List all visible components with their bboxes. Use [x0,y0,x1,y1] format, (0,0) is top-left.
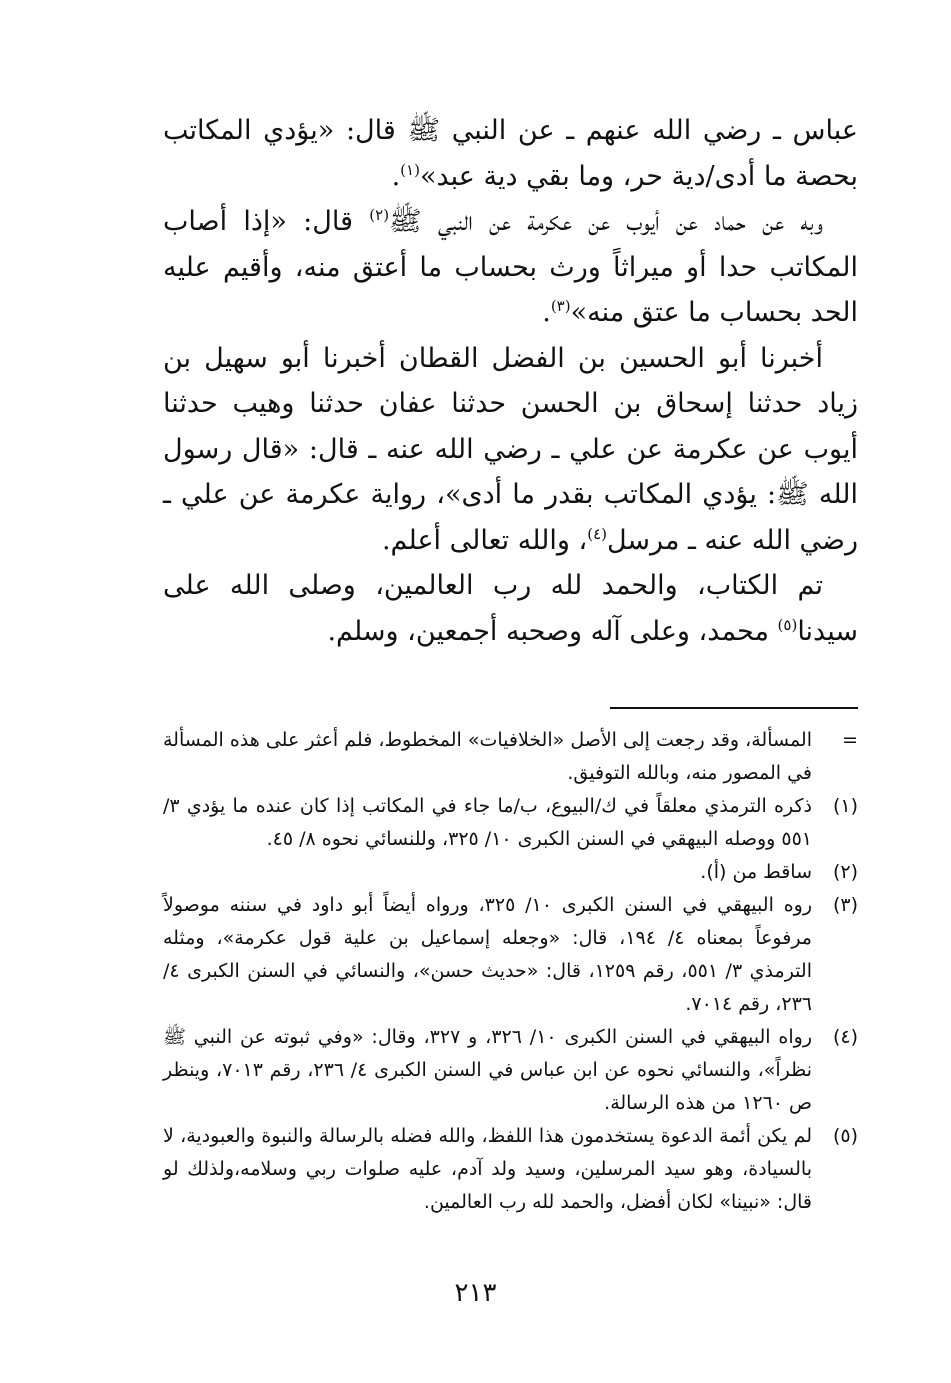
paragraph-4-text-b: محمد، وعلى آله وصحبه أجمعين، وسلم. [327,615,778,647]
footnote-ref-4: (٤) [587,524,607,543]
footnote-ref-1: (١) [400,160,420,179]
footnote-3 [163,889,858,1021]
footnote-text: رواه البيهقي في السنن الكبرى ١٠/ ٣٢٦، و ٣٢٧، وقال: «وفي ثبوته عن النبي ﷺ نظراً»، والنسائي نحوه عن ابن عباس في السنن الكبرى ٤/ ٢٣٦، رقم ٧٠١٣، وينظر ص ١٢٦٠ من هذه الرسالة. [163,1026,812,1114]
footnote-1 [163,790,858,856]
paragraph-1-end: . [391,160,401,192]
footnote-separator [610,707,858,709]
paragraph-2-end: . [542,297,551,328]
paragraph-2-text-a: وبه عن حماد عن أيوب عن عكرمة عن النبي ﷺ [389,206,824,237]
paragraph-4 [163,563,858,654]
paragraph-3-text-b: ، والله تعالى أعلم. [381,524,588,556]
footnote-continuation [163,724,858,790]
footnote-number: (٢) [832,861,858,883]
paragraph-3 [163,336,858,564]
page-number: ٢١٣ [454,1278,497,1308]
footnote-number: (١) [832,795,858,817]
main-text-block [163,108,858,654]
footnote-number: (٣) [832,894,858,916]
footnote-number: (٥) [832,1125,858,1147]
paragraph-1-text: عباس ـ رضي الله عنهم ـ عن النبي ﷺ قال: «يؤدي المكاتب بحصة ما أدى/دية حر، وما بقي دية عبد» [163,115,858,192]
footnote-ref-5: (٥) [777,615,798,634]
paragraph-2-text-b: قال: «إذا أصاب المكاتب حدا أو ميراثاً ورث بحساب ما أعتق منه، وأقيم عليه الحد بحساب ما عتق منه» [163,206,858,328]
footnote-ref-3: (٣) [550,297,571,315]
footnote-4 [163,1021,858,1120]
footnote-text: ذكره الترمذي معلقاً في ك/البيوع، ب/ما جاء في المكاتب إذا كان عنده ما يؤدي ٣/ ٥٥١ ووصله البيهقي في السنن الكبرى ١٠/ ٣٢٥، وللنسائي نحوه ٨/ ٤٥. [163,795,812,850]
footnote-2 [163,856,858,889]
footnote-text: ساقط من (أ). [700,861,812,883]
paragraph-4-text-a: تم الكتاب، والحمد لله رب العالمين، وصلى الله على سيدنا [163,570,858,647]
footnotes-block [163,724,858,1219]
paragraph-2 [163,199,858,336]
footnote-number: = [842,729,858,751]
paragraph-3-text-a: أخبرنا أبو الحسين بن الفضل القطان أخبرنا أبو سهيل بن زياد حدثنا إسحاق بن الحسن حدثنا عفان حدثنا وهيب حدثنا أيوب عن عكرمة عن علي ـ رضي الله عنه ـ قال: «قال رسول الله ﷺ: يؤدي المكاتب بقدر ما أدى»، رواية عكرمة عن علي ـ رضي الله عنه ـ مرسل [163,342,858,556]
footnote-number: (٤) [832,1026,858,1048]
footnote-ref-2: (٢) [369,206,390,224]
footnote-text: المسألة، وقد رجعت إلى الأصل «الخلافيات» المخطوط، فلم أعثر على هذه المسألة في المصور منه، وبالله التوفيق. [163,729,812,784]
footnote-text: لم يكن أئمة الدعوة يستخدمون هذا اللفظ، والله فضله بالرسالة والنبوة والعبودية، لا بالسيادة، وهو سيد المرسلين، وسيد ولد آدم، عليه صلوات ربي وسلامه،ولذلك لو قال: «نبينا» لكان أفضل، والحمد لله رب العالمين. [163,1125,812,1213]
paragraph-1 [163,108,858,199]
footnote-text: روه البيهقي في السنن الكبرى ١٠/ ٣٢٥، ورواه أيضاً أبو داود في سننه موصولاً مرفوعاً بمعناه ٤/ ١٩٤، قال: «وجعله إسماعيل بن علية قول عكرمة»، ومثله الترمذي ٣/ ٥٥١، رقم ١٢٥٩، قال: «حديث حسن»، والنسائي في السنن الكبرى ٤/ ٢٣٦، رقم ٧٠١٤. [163,894,812,1015]
footnote-5 [163,1120,858,1219]
